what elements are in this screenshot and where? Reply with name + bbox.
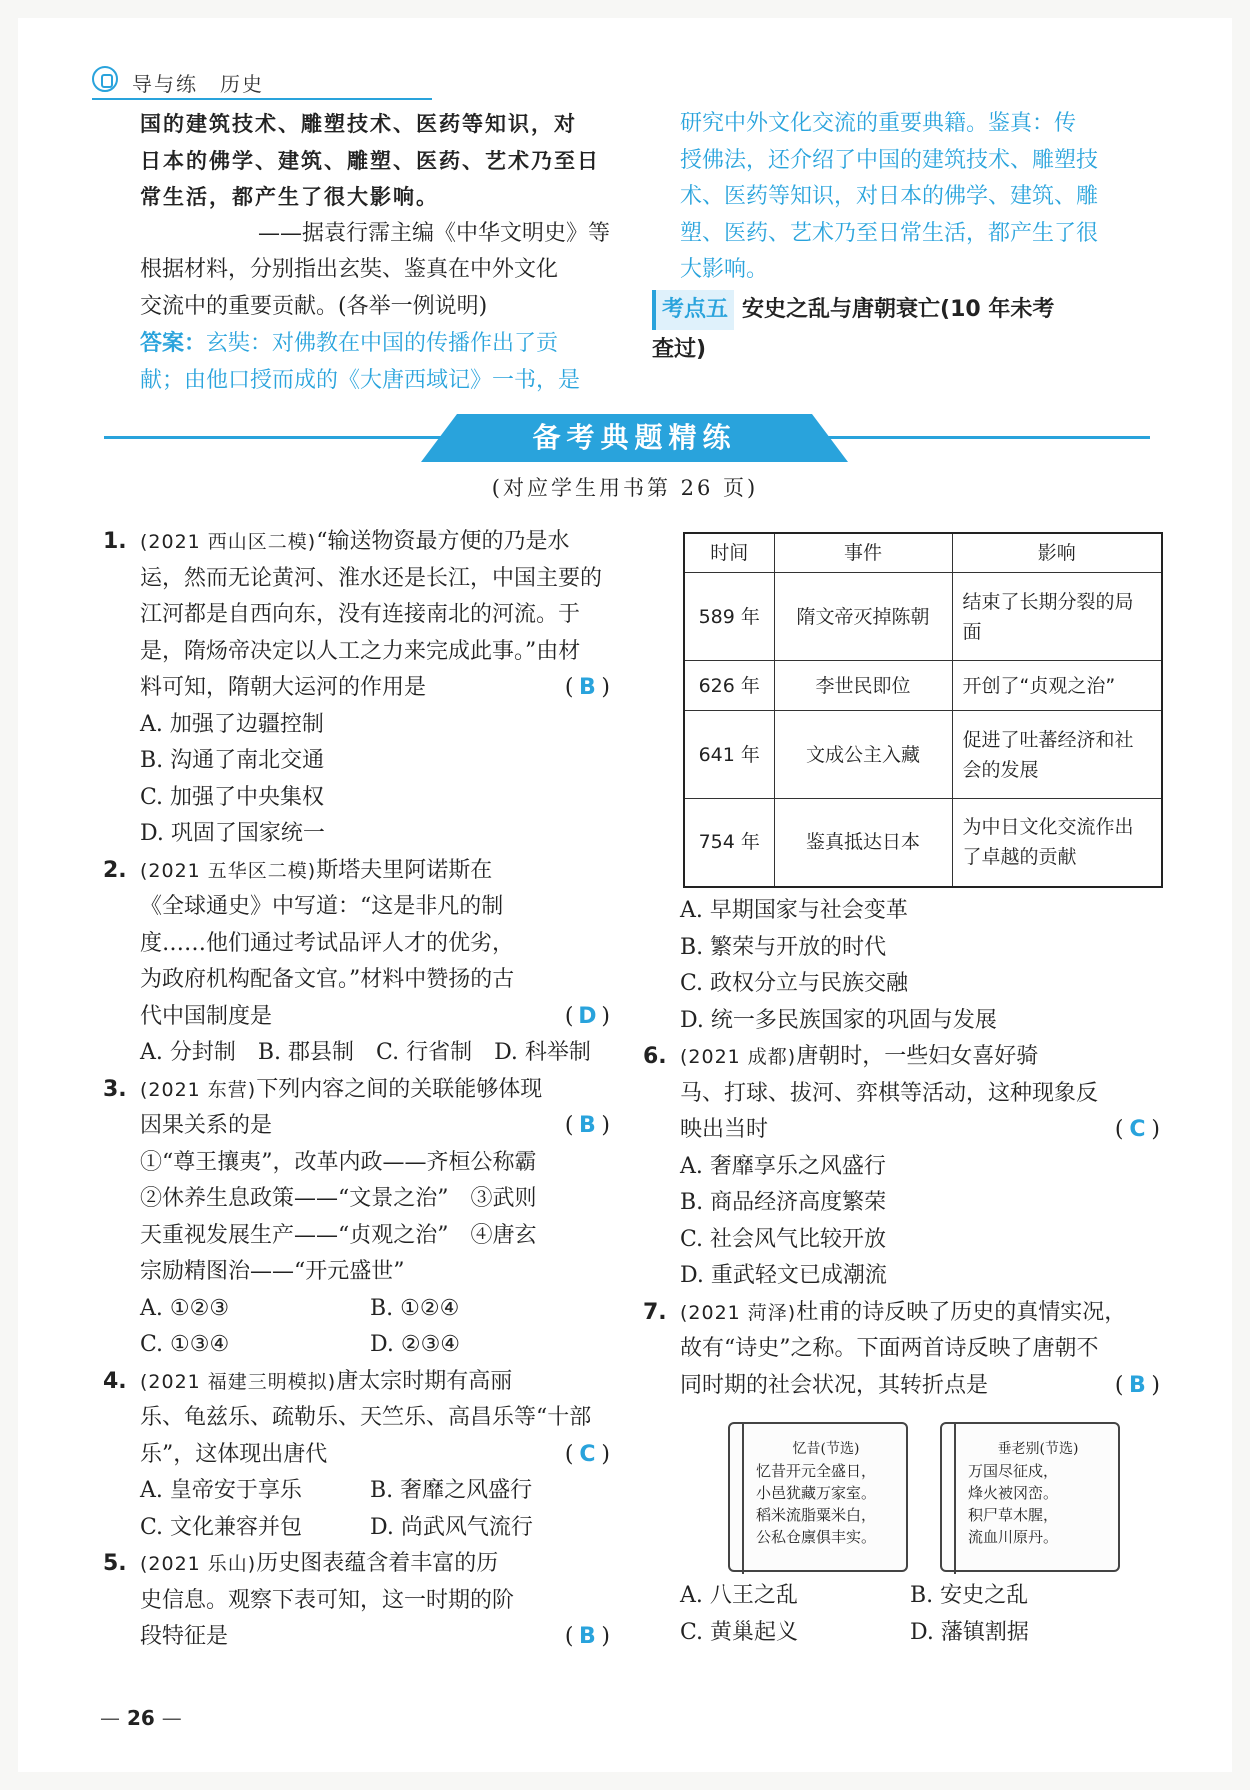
option: A. 皇帝安于享乐 (140, 1478, 302, 1503)
stem-line: 杜甫的诗反映了历史的真情实况， (796, 1299, 1127, 1325)
question-number: 2. (103, 857, 127, 883)
material-line: 常生活，都产生了很大影响。 (140, 185, 439, 209)
option: A. 分封制 B. 郡县制 C. 行省制 D. 科举制 (140, 1040, 591, 1065)
table-cell: 结束了长期分裂的局面 (952, 573, 1162, 661)
option: D. 巩固了国家统一 (140, 821, 325, 846)
answer-text: 研究中外文化交流的重要典籍。鉴真：传 (680, 111, 1077, 136)
running-header (92, 64, 432, 100)
poem-line: 烽火被冈峦。 (968, 1484, 1059, 1502)
stem-line: 映出当时 (680, 1117, 769, 1142)
answer-choice: B (579, 1113, 596, 1138)
stem-line: 为政府机构配备文官。”材料中赞扬的古 (140, 967, 515, 992)
stem-line: 运，然而无论黄河、淮水还是长江，中国主要的 (140, 565, 603, 591)
question-number: 7. (643, 1299, 667, 1325)
book-icon (92, 66, 118, 92)
stem-line: 下列内容之间的关联能够体现 (256, 1076, 543, 1102)
poem-line: 小邑犹藏万家室。 (756, 1484, 877, 1502)
answer-choice: C (579, 1441, 596, 1467)
stem-line: 斯塔夫里阿诺斯在 (316, 857, 493, 883)
stem-line: 同时期的社会状况，其转折点是 (680, 1372, 989, 1398)
question-number: 1. (103, 529, 127, 554)
stem-line: 料可知，隋朝大运河的作用是 (140, 675, 427, 700)
answer-bracket: ( D ) (565, 999, 610, 1036)
header-title: 导与练 历史 (132, 72, 264, 96)
option: D. ②③④ (370, 1332, 461, 1357)
question-2 (103, 853, 610, 1072)
question-source: (2021 菏泽) (680, 1301, 797, 1324)
answer-text: 塑、医药、艺术乃至日常生活，都产生了很 (680, 220, 1099, 246)
stem-line: 唐太宗时期有高丽 (336, 1368, 513, 1394)
question-source: (2021 五华区二模) (140, 859, 317, 882)
page-footer: — 26 — (100, 1706, 182, 1730)
answer-text: 授佛法，还介绍了中国的建筑技术、雕塑技 (680, 147, 1099, 173)
answer-bracket: ( B ) (565, 1619, 610, 1656)
question-3 (103, 1072, 610, 1364)
table-row (684, 573, 1162, 661)
table-row (684, 799, 1162, 887)
kaodian-heading (652, 290, 1172, 370)
answer-choice: B (1129, 1372, 1146, 1398)
q7-options (680, 1578, 1160, 1651)
option: B. 沟通了南北交通 (140, 748, 325, 773)
question-7 (643, 1295, 1160, 1405)
poem-line: 忆昔开元全盛日， (756, 1462, 877, 1480)
table-row (684, 711, 1162, 799)
question-number: 5. (103, 1551, 127, 1576)
question-source: (2021 成都) (680, 1046, 797, 1068)
poem-line: 稻米流脂粟米白， (756, 1506, 877, 1524)
history-table (683, 532, 1163, 888)
poem-line: 公私仓廪俱丰实。 (756, 1528, 877, 1546)
right-questions (643, 893, 1160, 1404)
item-line: ②休养生息政策——“文景之治” ③武则 (140, 1186, 537, 1211)
table-cell: 鉴真抵达日本 (774, 799, 952, 887)
answer-text: 大影响。 (680, 257, 769, 282)
option: C. 加强了中央集权 (140, 784, 325, 810)
answer-choice: D (578, 1003, 597, 1029)
stem-line: 历史图表蕴含着丰富的历 (256, 1551, 499, 1576)
table-cell: 641 年 (684, 711, 774, 799)
option: A. 早期国家与社会变革 (680, 898, 908, 923)
stem-line: 乐”，这体现出唐代 (140, 1441, 328, 1467)
top-left-block (140, 106, 610, 399)
stem-line: 江河都是自西向东，没有连接南北的河流。于 (140, 602, 581, 627)
stem-line: 史信息。观察下表可知，这一时期的阶 (140, 1587, 515, 1613)
option: D. 尚武风气流行 (370, 1514, 533, 1540)
material-line: 日本的佛学、建筑、雕塑、医药、艺术乃至日 (140, 148, 600, 173)
answer-bracket: ( C ) (1115, 1112, 1160, 1149)
material-source: ——据袁行霈主编《中华文明史》等 (257, 220, 610, 246)
option: D. 重武轻文已成潮流 (680, 1263, 887, 1288)
poem-line: 万国尽征戍， (968, 1462, 1059, 1480)
option: A. 八王之乱 (680, 1583, 798, 1608)
table-cell: 促进了吐蕃经济和社会的发展 (952, 711, 1162, 799)
item-line: 宗励精图治——“开元盛世” (140, 1259, 405, 1284)
question-source: (2021 东营) (140, 1078, 257, 1101)
kaodian-title-cont: 查过) (652, 337, 707, 362)
answer-text: 术、医药等知识，对日本的佛学、建筑、雕 (680, 184, 1099, 209)
question-line: 根据材料，分别指出玄奘、鉴真在中外文化 (140, 257, 559, 282)
left-questions (103, 524, 610, 1656)
poem-title: 垂老别(节选) (997, 1441, 1079, 1457)
table-cell: 754 年 (684, 799, 774, 887)
stem-line: 乐、龟兹乐、疏勒乐、天竺乐、高昌乐等“十部 (140, 1405, 592, 1430)
answer-choice: B (579, 1624, 596, 1649)
kaodian-tag: 考点五 (652, 290, 734, 330)
answer-bracket: ( B ) (565, 1108, 610, 1145)
material-line: 国的建筑技术、雕塑技术、医药等知识，对 (140, 112, 577, 136)
question-number: 6. (643, 1044, 667, 1069)
top-right-block (680, 106, 1160, 289)
stem-line: “输送物资最方便的乃是水 (316, 529, 570, 554)
poem-scrolls (728, 1422, 1148, 1572)
question-number: 4. (103, 1368, 127, 1394)
stem-line: 马、打球、拔河、弈棋等活动，这种现象反 (680, 1080, 1099, 1106)
answer-choice: B (579, 675, 596, 700)
table-cell: 开创了“贞观之治” (952, 661, 1162, 711)
table-cell: 626 年 (684, 661, 774, 711)
table-cell: 589 年 (684, 573, 774, 661)
answer-choice: C (1129, 1117, 1146, 1142)
poem-scroll-2 (940, 1422, 1120, 1572)
answer-label: 答案： (140, 330, 207, 356)
table-header-row (684, 533, 1162, 573)
option: B. 商品经济高度繁荣 (680, 1190, 887, 1215)
table-header: 影响 (952, 533, 1162, 573)
poem-line: 流血川原丹。 (968, 1528, 1059, 1546)
answer-bracket: ( C ) (565, 1437, 610, 1474)
stem-line: 《全球通史》中写道：“这是非凡的制 (140, 894, 504, 919)
option: B. ①②④ (370, 1295, 460, 1321)
option: C. 黄巢起义 (680, 1619, 799, 1645)
poem-title: 忆昔(节选) (792, 1441, 860, 1457)
option: B. 安史之乱 (910, 1583, 1029, 1608)
table-cell: 为中日文化交流作出了卓越的贡献 (952, 799, 1162, 887)
answer-text: 玄奘：对佛教在中国的传播作出了贡 (206, 331, 559, 356)
section-subtitle: (对应学生用书第 26 页) (491, 476, 759, 500)
question-number: 3. (103, 1076, 127, 1102)
question-source: (2021 乐山) (140, 1553, 257, 1575)
stem-line: 代中国制度是 (140, 1003, 273, 1029)
answer-bracket: ( B ) (1115, 1368, 1160, 1405)
stem-line: 度……他们通过考试品评人才的优劣， (140, 930, 515, 956)
question-source: (2021 西山区二模) (140, 531, 317, 553)
option: C. 社会风气比较开放 (680, 1226, 887, 1252)
option: D. 统一多民族国家的巩固与发展 (680, 1007, 997, 1033)
table-cell: 文成公主入藏 (774, 711, 952, 799)
item-line: ①“尊王攘夷”，改革内政——齐桓公称霸 (140, 1149, 537, 1175)
option: A. 加强了边疆控制 (140, 711, 324, 737)
question-line: 交流中的重要贡献。(各举一例说明) (140, 293, 488, 319)
option: C. 文化兼容并包 (140, 1514, 303, 1540)
answer-bracket: ( B ) (565, 670, 610, 707)
question-5 (103, 1546, 610, 1656)
table-header: 时间 (684, 533, 774, 573)
question-source: (2021 福建三明模拟) (140, 1370, 337, 1393)
option: C. 政权分立与民族交融 (680, 971, 909, 996)
answer-text: 献；由他口授而成的《大唐西域记》一书，是 (140, 367, 581, 393)
option: B. 繁荣与开放的时代 (680, 934, 887, 960)
question-1 (103, 524, 610, 853)
table-cell: 李世民即位 (774, 661, 952, 711)
option: B. 奢靡之风盛行 (370, 1478, 533, 1503)
poem-scroll-1 (728, 1422, 908, 1572)
page-number: 26 (126, 1706, 155, 1730)
table-row (684, 661, 1162, 711)
item-line: 天重视发展生产——“贞观之治” ④唐玄 (140, 1222, 537, 1248)
stem-line: 因果关系的是 (140, 1113, 273, 1138)
poem-line: 积尸草木腥， (968, 1506, 1059, 1524)
kaodian-title: 安史之乱与唐朝衰亡(10 年未考 (742, 297, 1055, 322)
stem-line: 段特征是 (140, 1624, 229, 1649)
option: A. 奢靡享乐之风盛行 (680, 1153, 886, 1179)
table-cell: 隋文帝灭掉陈朝 (774, 573, 952, 661)
stem-line: 故有“诗史”之称。下面两首诗反映了唐朝不 (680, 1336, 1099, 1361)
stem-line: 唐朝时，一些妇女喜好骑 (796, 1044, 1039, 1069)
stem-line: 是，隋炀帝决定以人工之力来完成此事。”由材 (140, 638, 581, 664)
option: A. ①②③ (140, 1295, 230, 1321)
question-6 (643, 1039, 1160, 1295)
option: C. ①③④ (140, 1332, 230, 1357)
table-header: 事件 (774, 533, 952, 573)
question-4 (103, 1364, 610, 1547)
section-banner: 备考典题精练 (457, 414, 812, 462)
option: D. 藩镇割据 (910, 1619, 1029, 1645)
